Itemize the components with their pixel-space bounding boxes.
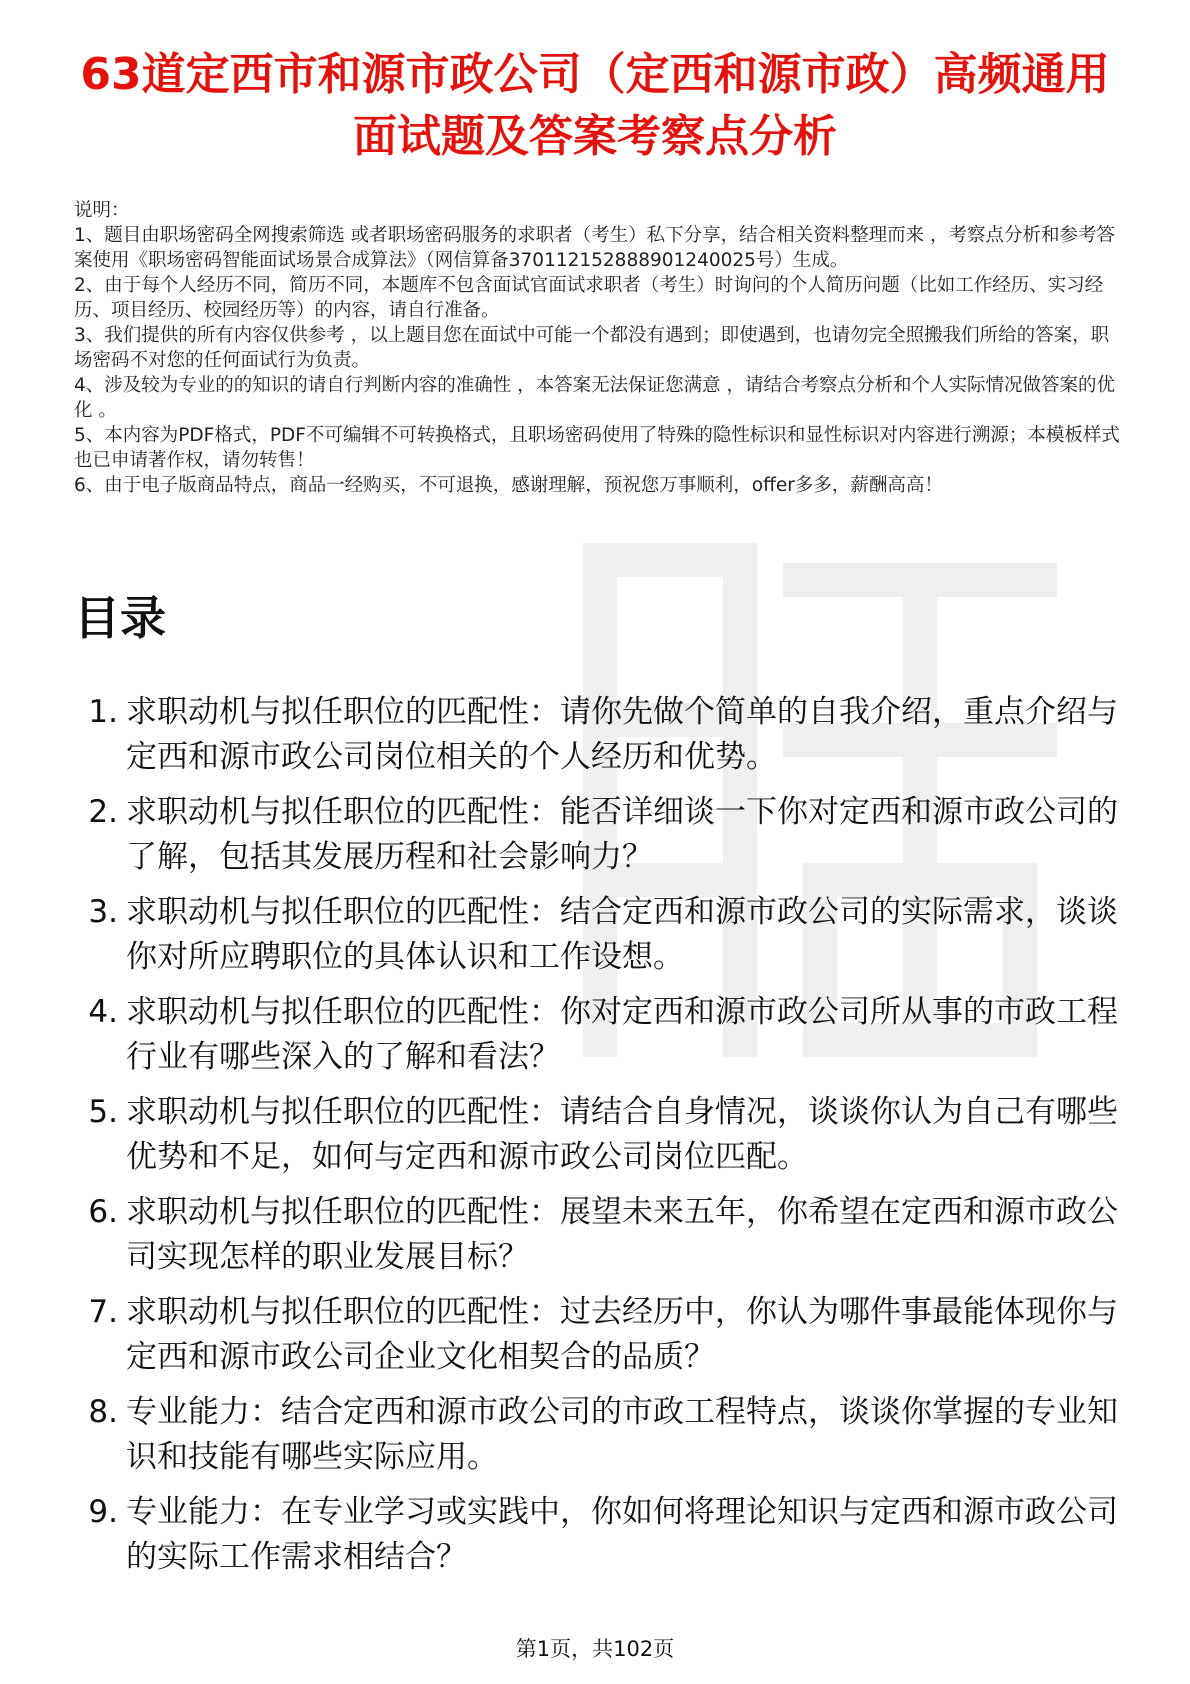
toc-item[interactable]: [74, 1490, 1124, 1580]
toc-item[interactable]: [74, 1390, 1124, 1480]
toc-item-text: 求职动机与拟任职位的匹配性：能否详细谈一下你对定西和源市政公司的了解，包括其发展历程和社会影响力？: [126, 794, 1118, 875]
toc-item-number: 7.: [88, 1294, 118, 1330]
toc-item[interactable]: [74, 990, 1124, 1080]
toc-item-text: 求职动机与拟任职位的匹配性：你对定西和源市政公司所从事的市政工程行业有哪些深入的了解和看法？: [126, 994, 1118, 1075]
toc-item-text: 求职动机与拟任职位的匹配性：请你先做个简单的自我介绍，重点介绍与定西和源市政公司岗位相关的个人经历和优势。: [126, 694, 1118, 775]
toc-item-text: 专业能力：结合定西和源市政公司的市政工程特点，谈谈你掌握的专业知识和技能有哪些实际应用。: [126, 1394, 1118, 1475]
toc-item-number: 5.: [88, 1094, 118, 1130]
note-item: 4、涉及较为专业的的知识的请自行判断内容的准确性 ，本答案无法保证您满意 ，请结合考察点分析和个人实际情况做答案的优化 。: [74, 375, 1116, 421]
toc-item-text: 求职动机与拟任职位的匹配性：结合定西和源市政公司的实际需求，谈谈你对所应聘职位的具体认识和工作设想。: [126, 894, 1118, 975]
toc-item-number: 9.: [88, 1494, 118, 1530]
page-footer: 第1页，共102页: [515, 1637, 675, 1661]
toc-item-text: 专业能力：在专业学习或实践中，你如何将理论知识与定西和源市政公司的实际工作需求相结合？: [126, 1494, 1118, 1575]
note-item: 2、由于每个人经历不同，简历不同，本题库不包含面试官面试求职者（考生）时询问的个人简历问题（比如工作经历、实习经历、项目经历、校园经历等）的内容，请自行准备。: [74, 275, 1104, 321]
note-item: 3、我们提供的所有内容仅供参考 ，以上题目您在面试中可能一个都没有遇到；即使遇到，也请勿完全照搬我们所给的答案，职场密码不对您的任何面试行为负责。: [74, 325, 1110, 371]
toc-item-text: 求职动机与拟任职位的匹配性：过去经历中，你认为哪件事最能体现你与定西和源市政公司企业文化相契合的品质？: [126, 1294, 1118, 1375]
toc-item[interactable]: [74, 890, 1124, 980]
toc-item[interactable]: [74, 790, 1124, 880]
page-title: 63道定西市和源市政公司（定西和源市政）高频通用面试题及答案考察点分析: [80, 49, 1110, 162]
toc-list: [74, 690, 1124, 1590]
toc-item-text: 求职动机与拟任职位的匹配性：展望未来五年，你希望在定西和源市政公司实现怎样的职业发展目标？: [126, 1194, 1118, 1275]
toc-item-number: 2.: [88, 794, 118, 830]
note-item: 1、题目由职场密码全网搜索筛选 或者职场密码服务的求职者（考生）私下分享，结合相关资料整理而来 ，考察点分析和参考答案使用《职场密码智能面试场景合成算法》（网信算备370112152888901240025号）生成。: [74, 225, 1116, 271]
toc-item[interactable]: [74, 1090, 1124, 1180]
toc-item-number: 8.: [88, 1394, 118, 1430]
notes-section: [74, 198, 1124, 498]
notes-label: 说明：: [74, 200, 130, 221]
toc-heading: 目录: [74, 591, 166, 645]
toc-item[interactable]: [74, 1190, 1124, 1280]
toc-item-number: 6.: [88, 1194, 118, 1230]
toc-item[interactable]: [74, 690, 1124, 780]
note-item: 6、由于电子版商品特点，商品一经购买，不可退换，感谢理解，预祝您万事顺利，offer多多，薪酬高高！: [74, 475, 943, 496]
toc-item[interactable]: [74, 1290, 1124, 1380]
toc-item-text: 求职动机与拟任职位的匹配性：请结合自身情况，谈谈你认为自己有哪些优势和不足，如何与定西和源市政公司岗位匹配。: [126, 1094, 1118, 1175]
toc-item-number: 1.: [88, 694, 118, 730]
toc-item-number: 3.: [88, 894, 118, 930]
note-item: 5、本内容为PDF格式，PDF不可编辑不可转换格式，且职场密码使用了特殊的隐性标识和显性标识对内容进行溯源；本模板样式也已申请著作权，请勿转售！: [74, 425, 1120, 471]
toc-item-number: 4.: [88, 994, 118, 1030]
